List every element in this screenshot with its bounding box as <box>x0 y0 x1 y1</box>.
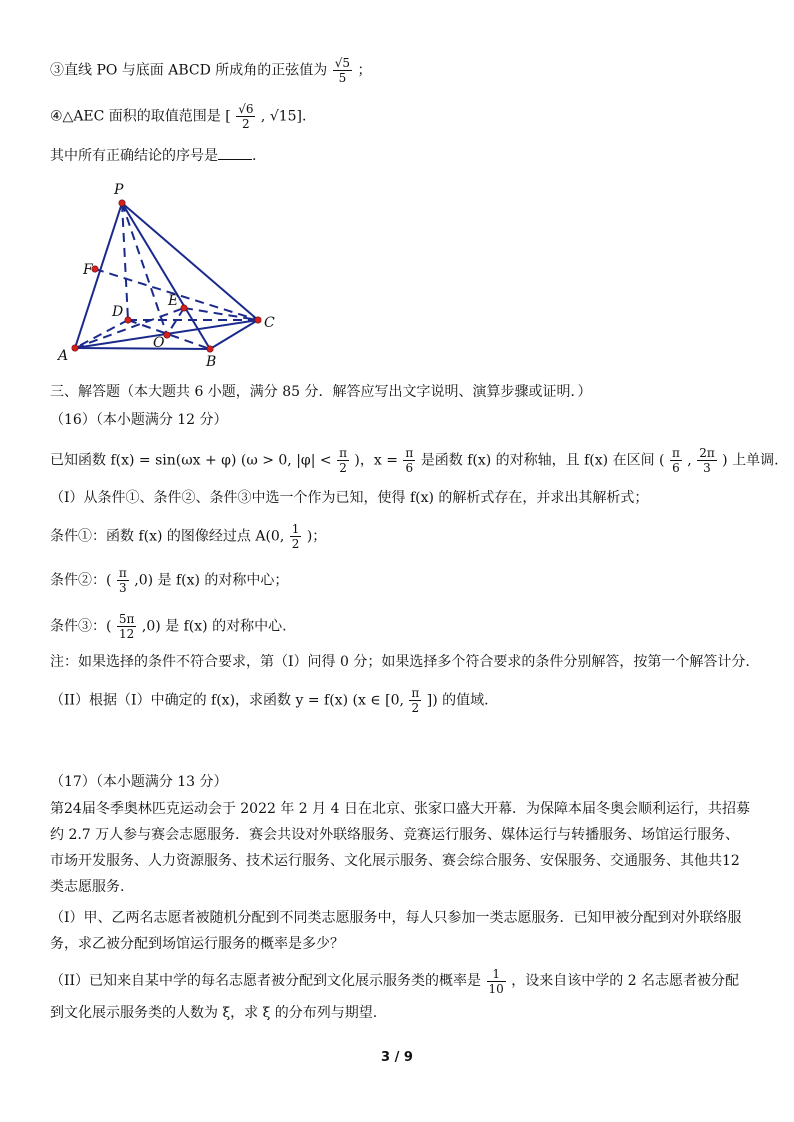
edge-AE <box>75 308 184 348</box>
q16-stem: 已知函数 f(x) = sin(ωx + φ) (ω > 0, |φ| < $\frac{\pi}{2}$ )，x = $\frac{\pi}{6}$ 是函数 f(x) 的对称轴，且 f(x) 在区间 ( $\frac{\pi}{6}$ , $\frac{2\pi}{3}$ ) 上单调. <box>50 446 779 475</box>
vertex-O <box>164 332 170 338</box>
vertex-D <box>125 317 131 323</box>
vertex-P <box>119 200 125 206</box>
q17-paragraph: 第24届冬季奥林匹克运动会于 2022 年 2 月 4 日在北京、张家口盛大开幕．为保障本届冬奥会顺利运行，共招募约 2.7 万人参与赛会志愿服务．赛会共设对外联络服务、竞赛运行服务、媒体运行与转播服务、场馆运行服务、市场开发服务、人力资源服务、技术运行服务、文化展示服务、赛会综合服务、安保服务、交通服务、其他共12类志愿服务. <box>50 801 750 895</box>
fraction: $\frac{1}{10}$ <box>488 966 504 996</box>
edge-PB <box>122 203 210 349</box>
label-D: D <box>112 304 124 320</box>
vertex-A <box>72 345 78 351</box>
q16-part1: （I）从条件①、条件②、条件③中选一个作为已知，使得 f(x) 的解析式存在，并求出其解析式； <box>50 490 649 506</box>
answer-blank <box>218 145 252 160</box>
q17-part2: （II）已知来自某中学的每名志愿者被分配到文化展示服务类的概率是 $\frac{1}{10}$ ，设来自该中学的 2 名志愿者被分配到文化展示服务类的人数为 ξ，求 ξ 的分布列与期望. <box>50 966 740 1021</box>
pyramid-figure <box>50 178 290 368</box>
q16-cond1: 条件①：函数 f(x) 的图像经过点 A(0, $\frac{1}{2}$ )； <box>50 522 327 551</box>
fraction: $\frac{\pi}{2}$ <box>411 686 420 715</box>
fraction: $\frac{\pi}{6}$ <box>405 446 414 475</box>
fraction: $\frac{2\pi}{3}$ <box>699 446 715 475</box>
q16-header: （16）（本小题满分 12 分） <box>50 412 228 428</box>
fraction: $\frac{\pi}{3}$ <box>118 566 127 595</box>
fraction: $\frac{5\pi}{12}$ <box>118 612 135 641</box>
label-E: E <box>168 293 179 309</box>
fraction: $\frac{√5}{5}$ <box>334 56 351 85</box>
question-line: 其中所有正确结论的序号是 . <box>50 145 256 166</box>
q16-cond3: 条件③：( $\frac{5\pi}{12}$ ,0) 是 f(x) 的对称中心. <box>50 612 287 641</box>
q17-part1: （I）甲、乙两名志愿者被随机分配到不同类志愿服务中，每人只参加一类志愿服务．已知甲被分配到对外联络服务，求乙被分配到场馆运行服务的概率是多少？ <box>50 910 742 952</box>
vertex-C <box>255 317 261 323</box>
page-number: 3 / 9 <box>381 1050 413 1065</box>
label-B: B <box>206 354 217 368</box>
label-O: O <box>153 335 165 351</box>
fraction: $\frac{1}{2}$ <box>291 522 300 551</box>
label-A: A <box>58 348 69 364</box>
label-P: P <box>114 182 124 198</box>
label-F: F <box>83 262 93 278</box>
section-3-heading: 三、解答题（本大题共 6 小题，满分 85 分．解答应写出文字说明、演算步骤或证明．） <box>50 384 592 400</box>
q16-part2: （II）根据（I）中确定的 f(x)，求函数 y = f(x) (x ∈ [0, $\frac{\pi}{2}$ ]) 的值域. <box>50 686 489 715</box>
vertex-E <box>181 305 187 311</box>
item-3-text: ③直线 PO 与底面 ABCD 所成角的正弦值为 <box>50 62 328 79</box>
q17-header: （17）（本小题满分 13 分） <box>50 774 228 790</box>
q16-note: 注：如果选择的条件不符合要求，第（I）问得 0 分；如果选择多个符合要求的条件分别解答，按第一个解答计分. <box>50 654 750 670</box>
fraction: $\frac{√6}{2}$ <box>238 102 254 131</box>
item-3: ③直线 PO 与底面 ABCD 所成角的正弦值为 $\frac{√5}{5}$ ； <box>50 56 372 85</box>
fraction: $\frac{\pi}{2}$ <box>339 446 347 475</box>
fraction: $\frac{\pi}{6}$ <box>671 446 680 475</box>
vertex-F <box>92 266 98 272</box>
q16-cond2: 条件②：( $\frac{\pi}{3}$ ,0) 是 f(x) 的对称中心； <box>50 566 289 595</box>
vertex-B <box>207 346 213 352</box>
edge-AB <box>75 348 210 349</box>
label-C: C <box>264 315 275 331</box>
item-4: ④△AEC 面积的取值范围是 [ $\frac{√6}{2}$ , √15]. <box>50 102 307 131</box>
item-4-text: ④△AEC 面积的取值范围是 [ <box>50 108 231 125</box>
